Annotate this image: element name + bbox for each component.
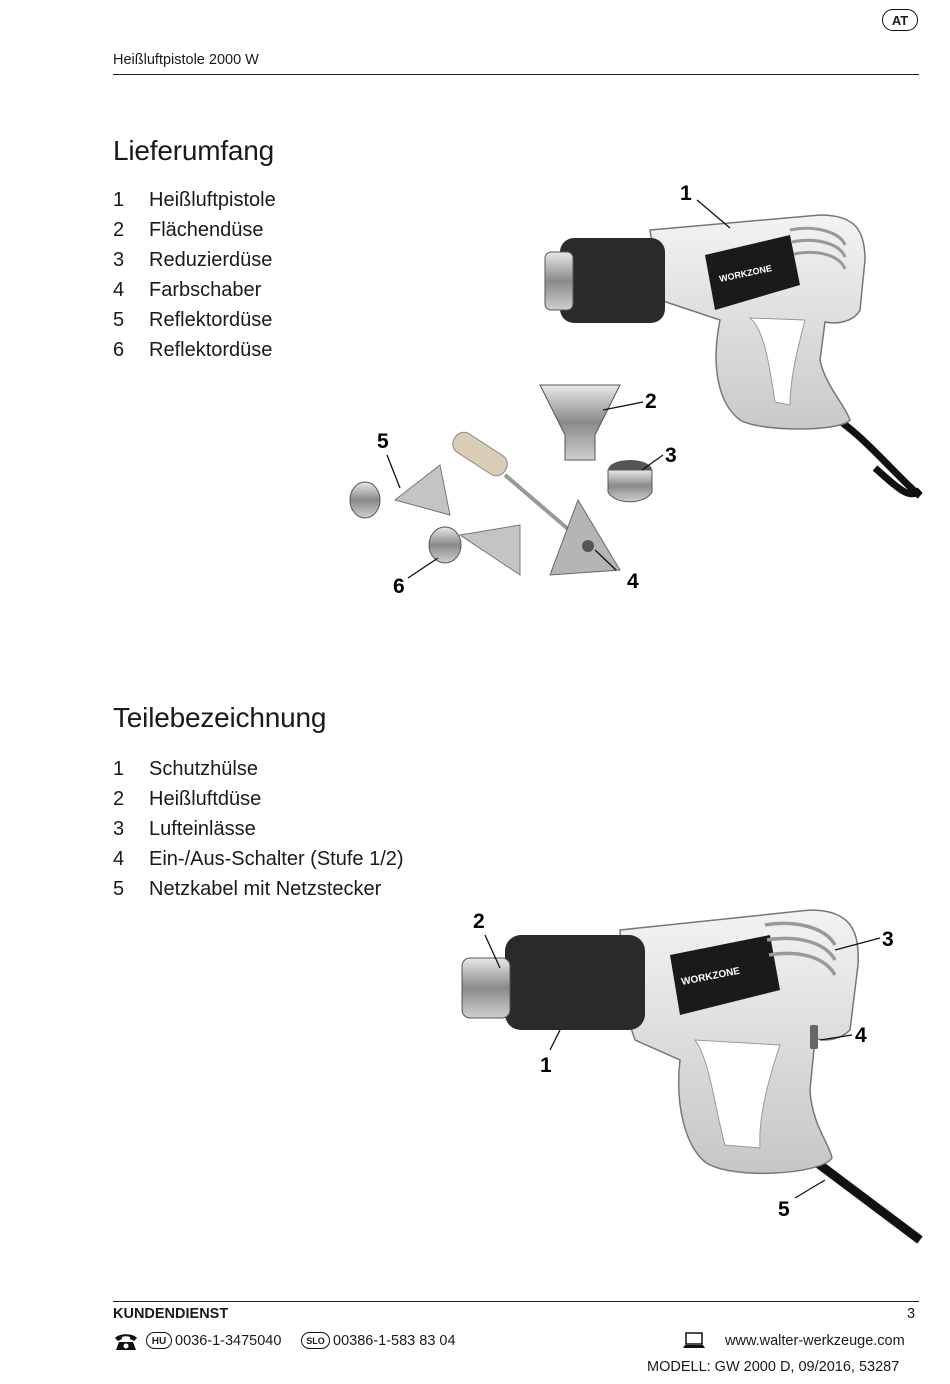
model-info: MODELL: GW 2000 D, 09/2016, 53287 xyxy=(647,1359,900,1375)
list-item xyxy=(113,335,276,365)
item-number: 5 xyxy=(113,309,125,331)
list-item xyxy=(113,844,404,874)
item-label: Reduzierdüse xyxy=(149,249,273,271)
item-number: 2 xyxy=(113,788,125,810)
callout-3: 3 xyxy=(665,444,677,467)
item-label: Netzkabel mit Netzstecker xyxy=(149,878,382,900)
item-label: Lufteinlässe xyxy=(149,818,256,840)
footer-divider xyxy=(113,1301,919,1302)
reflector-nozzle-6-image xyxy=(429,525,520,575)
item-number: 4 xyxy=(113,279,125,301)
section-title-scope: Lieferumfang xyxy=(113,135,275,166)
website-link[interactable]: www.walter-werkzeuge.com xyxy=(725,1333,905,1349)
callout-1: 1 xyxy=(680,182,692,205)
item-number: 1 xyxy=(113,758,125,780)
parts-illustration xyxy=(440,890,940,1260)
callout-4: 4 xyxy=(627,570,639,593)
list-item xyxy=(113,874,404,904)
callout-5: 5 xyxy=(377,430,389,453)
scope-list xyxy=(113,185,276,365)
list-item xyxy=(113,215,276,245)
callout-6: 6 xyxy=(393,575,405,598)
reducer-nozzle-image xyxy=(608,460,652,502)
phone-hu: 0036-1-3475040 xyxy=(175,1333,282,1349)
item-label: Heißluftpistole xyxy=(149,189,276,211)
item-label: Ein-/Aus-Schalter (Stufe 1/2) xyxy=(149,848,404,870)
country-badge: AT xyxy=(882,9,918,31)
parts-list xyxy=(113,754,404,904)
scope-illustration xyxy=(320,170,940,610)
slo-badge: SLO xyxy=(301,1332,330,1349)
item-label: Reflektordüse xyxy=(149,339,273,361)
heat-gun-image xyxy=(545,215,920,496)
callout-4: 4 xyxy=(855,1024,867,1047)
hu-badge: HU xyxy=(146,1332,172,1349)
callout-5: 5 xyxy=(778,1198,790,1221)
item-number: 5 xyxy=(113,878,125,900)
list-item xyxy=(113,275,276,305)
document-header-title: Heißluftpistole 2000 W xyxy=(113,52,259,68)
item-number: 4 xyxy=(113,848,125,870)
service-label: KUNDENDIENST xyxy=(113,1306,229,1322)
item-label: Heißluftdüse xyxy=(149,788,262,810)
item-number: 3 xyxy=(113,249,125,271)
list-item xyxy=(113,754,404,784)
callout-2: 2 xyxy=(645,390,657,413)
phone-slo: 00386-1-583 83 04 xyxy=(333,1333,456,1349)
item-number: 1 xyxy=(113,189,125,211)
flat-nozzle-image xyxy=(540,385,620,460)
item-label: Flächendüse xyxy=(149,219,264,241)
callout-1: 1 xyxy=(540,1054,552,1077)
list-item xyxy=(113,245,276,275)
list-item xyxy=(113,784,404,814)
brand-logo: WORKZONE xyxy=(680,965,741,988)
section-title-parts: Teilebezeichnung xyxy=(113,702,327,733)
item-number: 6 xyxy=(113,339,125,361)
laptop-icon xyxy=(682,1332,706,1350)
heat-gun-diagram-image xyxy=(462,910,920,1240)
callout-3: 3 xyxy=(882,928,894,951)
callout-2: 2 xyxy=(473,910,485,933)
item-label: Schutzhülse xyxy=(149,758,258,780)
list-item xyxy=(113,305,276,335)
list-item xyxy=(113,814,404,844)
item-label: Reflektordüse xyxy=(149,309,273,331)
reflector-nozzle-5-image xyxy=(350,465,450,518)
item-number: 3 xyxy=(113,818,125,840)
header-divider xyxy=(113,74,919,75)
list-item xyxy=(113,185,276,215)
item-number: 2 xyxy=(113,219,125,241)
telephone-icon xyxy=(113,1332,139,1352)
item-label: Farbschaber xyxy=(149,279,262,301)
page-number: 3 xyxy=(907,1306,916,1322)
brand-logo: WORKZONE xyxy=(718,263,773,284)
